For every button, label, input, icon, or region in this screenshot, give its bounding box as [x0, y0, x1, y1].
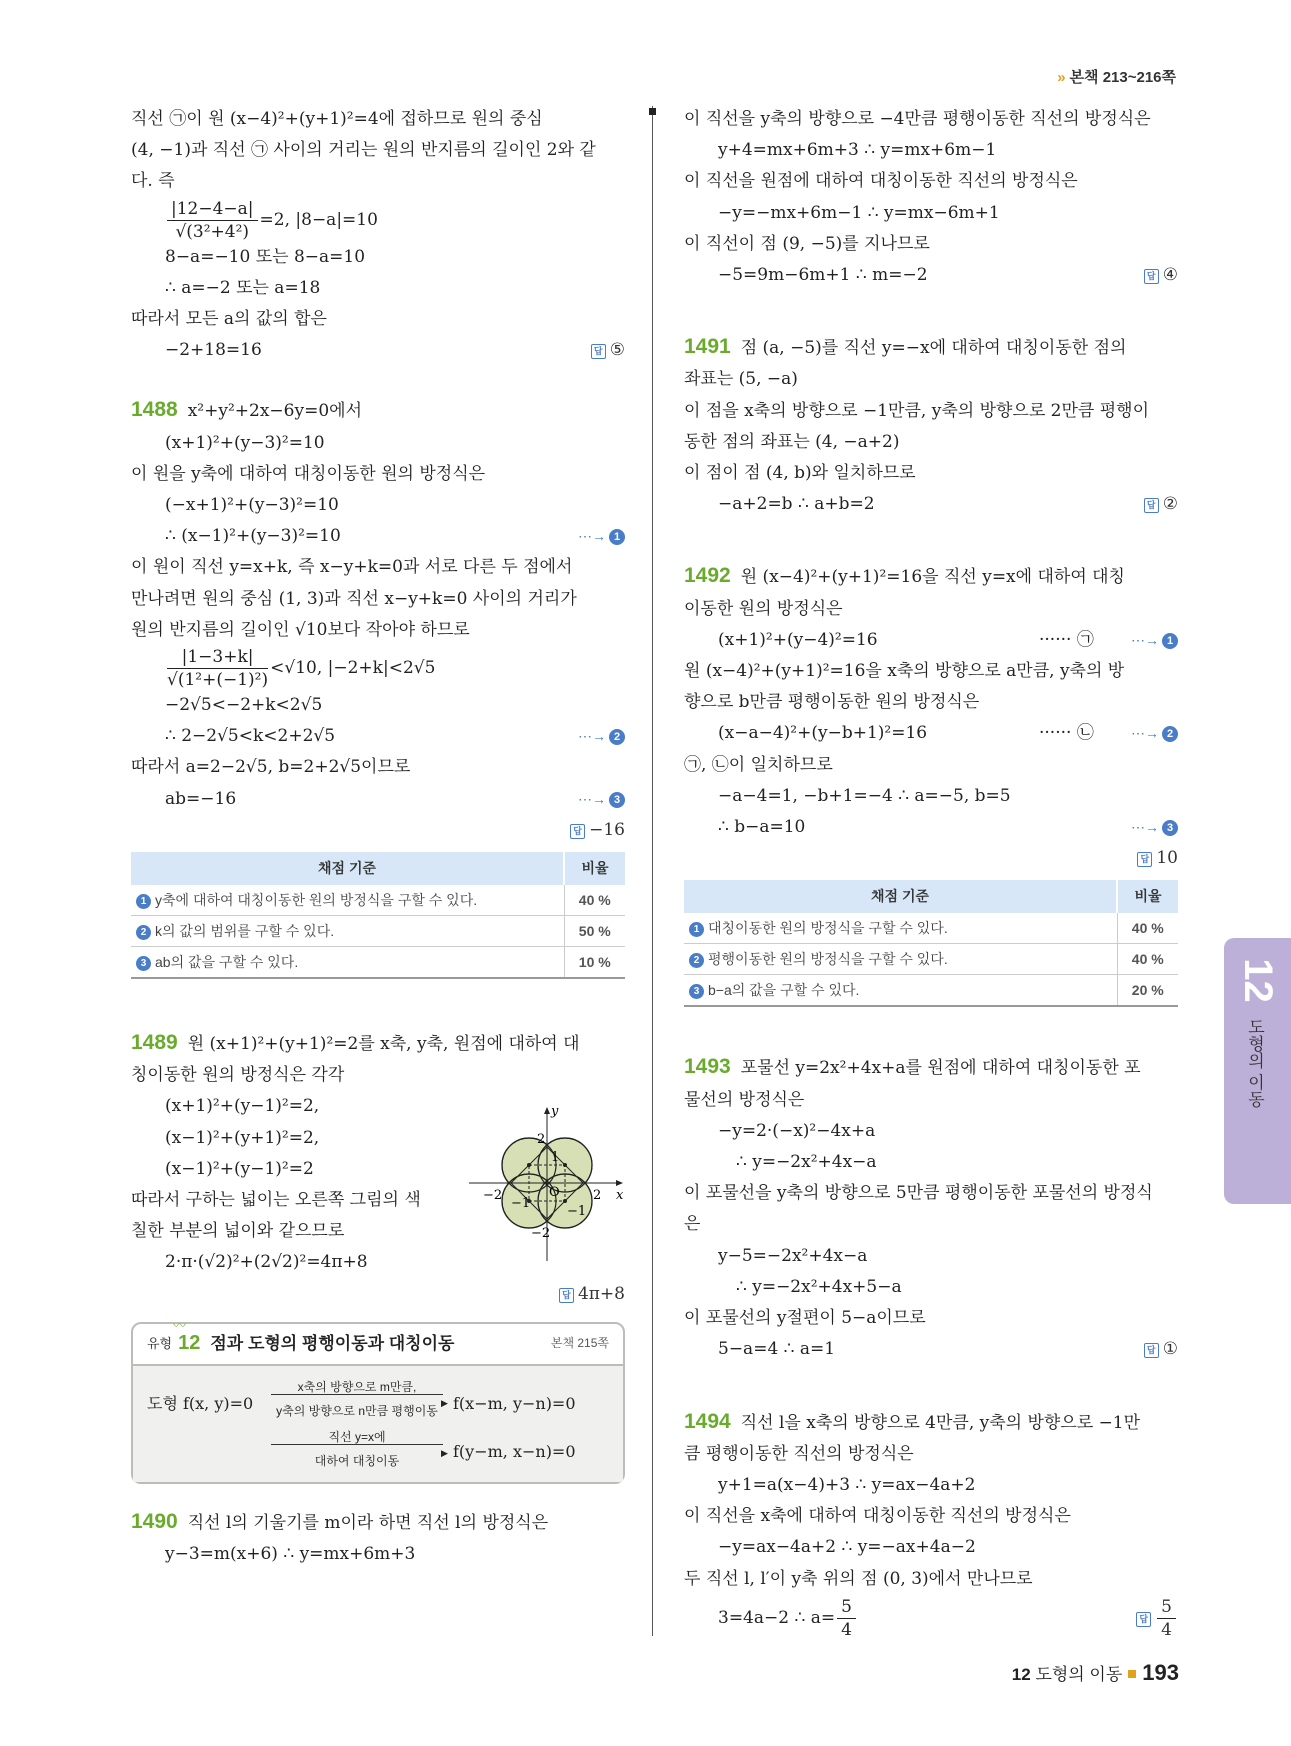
text-line: 은: [684, 1214, 701, 1235]
arrow-label-bottom: 대하여 대칭이동: [314, 1453, 400, 1468]
tick-label: −2: [483, 1188, 503, 1204]
step-number: 3: [609, 792, 625, 808]
equation-text: ab=−16: [165, 788, 237, 809]
text-line: 이 원이 직선 y=x+k, 즉 x−y+k=0과 서로 다른 두 점에서: [131, 557, 573, 578]
problem-1489: [131, 1027, 625, 1310]
text-line: ㉠, ㉡이 일치하므로: [684, 754, 833, 775]
text-line: 이 직선을 y축의 방향으로 −4만큼 평행이동한 직선의 방정식은: [684, 109, 1151, 129]
denominator: 4: [1161, 1619, 1172, 1640]
step-number: 1: [609, 529, 625, 545]
step-arrow: ⋯→: [1131, 819, 1159, 836]
equation-line: (x−1)²+(y−1)²=2: [165, 1158, 314, 1179]
answer-value: ④: [1162, 265, 1178, 286]
fraction: [837, 1596, 856, 1641]
y-axis-label: y: [551, 1104, 559, 1120]
text-line: 이 직선을 x축에 대하여 대칭이동한 직선의 방정식은: [684, 1506, 1071, 1527]
problem-number: 1491: [684, 335, 731, 359]
answer-mark: [559, 1279, 625, 1310]
equation-line: −a−4=1, −b+1=−4 ∴ a=−5, b=5: [718, 785, 1011, 806]
text-line: 두 직선 l, l′이 y축 위의 점 (0, 3)에서 만나므로: [684, 1568, 1033, 1589]
criteria-header: 채점 기준: [131, 852, 564, 885]
text-line: 칭이동한 원의 방정식은 각각: [131, 1065, 345, 1086]
equation-text: 5−a=4 ∴ a=1: [718, 1339, 836, 1360]
answer-icon: 답: [591, 344, 606, 359]
numerator: |12−4−a|: [167, 198, 258, 221]
arrow-label-top: 직선 y=x에: [328, 1429, 386, 1444]
type-title: 점과 도형의 평행이동과 대칭이동: [210, 1334, 455, 1354]
arrow-line: [271, 1394, 443, 1395]
type-header: [133, 1324, 623, 1366]
text-line: 점 (a, −5)를 직선 y=−x에 대하여 대칭이동한 점의: [740, 338, 1127, 359]
text-line: (4, −1)과 직선 ㉠ 사이의 거리는 원의 반지름의 길이인 2와 같: [131, 140, 596, 161]
equation-line: y−3=m(x+6) ∴ y=mx+6m+3: [165, 1543, 416, 1564]
answer-mark: [1136, 1595, 1178, 1641]
equation-marker: ······ ㉠: [1039, 629, 1094, 650]
answer-line: [131, 815, 625, 846]
four-circles-figure: [467, 1103, 627, 1263]
step-arrow: ⋯→: [578, 790, 606, 807]
criteria-text: y축에 대하여 대칭이동한 원의 방정식을 구할 수 있다.: [155, 892, 478, 909]
origin-label: O: [549, 1185, 560, 1201]
answer-fraction: [1157, 1596, 1176, 1641]
criteria-text: 평행이동한 원의 방정식을 구할 수 있다.: [708, 951, 948, 968]
chapter-side-tab: [1224, 938, 1291, 1204]
equation-text: 3=4a−2 ∴ a=: [718, 1607, 836, 1628]
step-arrow: ⋯→: [578, 728, 606, 745]
answer-line: [684, 843, 1178, 874]
text-line: 원 (x−4)²+(y+1)²=16을 x축의 방향으로 a만큼, y축의 방: [684, 661, 1125, 682]
text-line: 이 직선이 점 (9, −5)를 지나므로: [684, 233, 930, 254]
answer-value: 4π+8: [577, 1283, 625, 1304]
grading-criteria-table: [131, 852, 625, 979]
criteria-ratio: 40 %: [564, 885, 625, 916]
step-number: 2: [1162, 726, 1178, 742]
table-row: [131, 947, 625, 979]
equation-line: [131, 521, 625, 552]
equation-line: [131, 646, 625, 690]
equation-line: (x−1)²+(y+1)²=2,: [165, 1127, 320, 1148]
table-row: [684, 913, 1178, 944]
answer-value: ①: [1162, 1339, 1178, 1360]
criteria-number: 3: [689, 984, 704, 999]
problem-number: 1494: [684, 1409, 731, 1433]
criteria-number: 1: [689, 922, 704, 937]
answer-mark: [1144, 260, 1178, 291]
equation-line: 8−a=−10 또는 8−a=10: [165, 246, 366, 267]
criteria-text: b−a의 값을 구할 수 있다.: [708, 982, 860, 999]
text-line: 이 점을 x축의 방향으로 −1만큼, y축의 방향으로 2만큼 평행이: [684, 400, 1149, 421]
equation-line: [131, 721, 625, 752]
equation-line: (x+1)²+(y−1)²=2,: [165, 1096, 320, 1117]
equation-line: −y=−mx+6m−1 ∴ y=mx−6m+1: [718, 202, 1000, 223]
problem-1492: [684, 560, 1178, 593]
criteria-ratio: 20 %: [1117, 975, 1178, 1007]
text-line: 만나려면 원의 중심 (1, 3)과 직선 x−y+k=0 사이의 거리가: [131, 588, 577, 609]
equation-line: [684, 1334, 1178, 1365]
criteria-number: 3: [136, 956, 151, 971]
text-line: 이 직선을 원점에 대하여 대칭이동한 직선의 방정식은: [684, 171, 1078, 192]
arrow-head-icon: ▶: [441, 1398, 448, 1409]
step-marker: [1131, 812, 1178, 843]
problem-number: 1492: [684, 564, 731, 588]
equation-text: −5=9m−6m+1 ∴ m=−2: [718, 265, 928, 286]
text-line: 이동한 원의 방정식은: [684, 598, 843, 619]
equation-line: [684, 260, 1178, 291]
equation-rest: =2, |8−a|=10: [259, 209, 378, 230]
tick-label: 1: [551, 1150, 560, 1166]
answer-line: [131, 1279, 625, 1310]
table-row: [131, 885, 625, 916]
text-line: 이 점이 점 (4, b)와 일치하므로: [684, 463, 916, 484]
answer-mark: [570, 815, 625, 846]
criteria-number: 2: [689, 953, 704, 968]
criteria-text: ab의 값을 구할 수 있다.: [155, 954, 299, 971]
table-row: [131, 916, 625, 947]
text-line: 다. 즉: [131, 171, 175, 192]
table-row: [684, 975, 1178, 1007]
chapter-title: 도형의 이동: [1245, 1018, 1264, 1108]
ratio-header: 비율: [564, 852, 625, 885]
answer-icon: 답: [1136, 1612, 1151, 1627]
answer-value: 10: [1156, 848, 1178, 869]
equation-marker: ······ ㉡: [1039, 723, 1094, 744]
criteria-ratio: 10 %: [564, 947, 625, 979]
equation-line: [684, 812, 1178, 843]
fraction: [167, 198, 258, 243]
type-summary-box: [131, 1317, 625, 1484]
text-line: 직선 l을 x축의 방향으로 4만큼, y축의 방향으로 −1만: [740, 1412, 1141, 1433]
equation-text: ∴ 2−2√5<k<2+2√5: [165, 726, 336, 747]
footer-chapter-title: 도형의 이동: [1035, 1665, 1123, 1684]
type-label: 유형: [147, 1336, 173, 1352]
equation-line: −y=ax−4a+2 ∴ y=−ax+4a−2: [718, 1537, 976, 1558]
problem-1493: [684, 1051, 1178, 1084]
reference-text: 본책 213~216쪽: [1069, 69, 1176, 86]
chevron-icon: »: [1057, 69, 1066, 86]
ratio-header: 비율: [1117, 880, 1178, 913]
answer-mark: [591, 335, 625, 366]
equation-rest: <√10, |−2+k|<2√5: [270, 658, 436, 679]
answer-icon: 답: [570, 824, 585, 839]
equation-line: [131, 198, 625, 242]
text-line: 포물선 y=2x²+4x+a를 원점에 대하여 대칭이동한 포: [740, 1058, 1141, 1079]
equation-line: [684, 718, 1178, 749]
answer-icon: 답: [1144, 1343, 1159, 1358]
equation-text: ∴ (x−1)²+(y−3)²=10: [165, 526, 341, 547]
problem-1494: [684, 1406, 1178, 1439]
equation-line: −2√5<−2+k<2√5: [165, 695, 323, 716]
zigzag-ornament: 〰: [173, 1317, 186, 1333]
numerator: 5: [1157, 1596, 1176, 1619]
type-number: 12: [178, 1332, 201, 1355]
text-line: 직선 ㉠이 원 (x−4)²+(y+1)²=4에 접하므로 원의 중심: [131, 109, 543, 129]
step-arrow: ⋯→: [578, 528, 606, 545]
problem-number: 1493: [684, 1055, 731, 1079]
arrow-label-bottom: y축의 방향으로 n만큼 평행이동: [276, 1403, 438, 1418]
answer-mark: [1144, 489, 1178, 520]
equation-line: ∴ y=−2x²+4x−a: [736, 1152, 877, 1173]
x-axis-label: x: [616, 1188, 624, 1204]
criteria-header: 채점 기준: [684, 880, 1117, 913]
type-reference: 본책 215쪽: [550, 1336, 609, 1351]
book-reference: [1057, 66, 1176, 87]
footer-square-icon: [1128, 1670, 1136, 1678]
equation-line: [684, 489, 1178, 520]
step-marker: [1131, 718, 1178, 749]
column-divider: [652, 106, 653, 1636]
step-marker: [578, 721, 625, 752]
criteria-text: k의 값의 범위를 구할 수 있다.: [155, 923, 335, 940]
answer-icon: 답: [1137, 852, 1152, 867]
answer-value: −16: [589, 819, 625, 840]
result-equation: f(y−m, x−n)=0: [453, 1441, 576, 1461]
text-line: 따라서 모든 a의 값의 합은: [131, 309, 327, 330]
text-line: 향으로 b만큼 평행이동한 원의 방정식은: [684, 692, 980, 713]
equation-line: (−x+1)²+(y−3)²=10: [165, 495, 339, 516]
equation-line: [131, 335, 625, 366]
denominator: 4: [841, 1619, 852, 1640]
arrow-line: [271, 1444, 443, 1445]
equation-text: −a+2=b ∴ a+b=2: [718, 494, 875, 515]
table-row: [684, 944, 1178, 975]
equation-text: (x+1)²+(y−4)²=16: [718, 629, 878, 650]
tick-label: −1: [567, 1204, 587, 1220]
criteria-number: 1: [136, 894, 151, 909]
text-line: 물선의 방정식은: [684, 1089, 805, 1110]
equation-line: y−5=−2x²+4x−a: [718, 1245, 868, 1266]
fraction: [167, 646, 268, 691]
text-line: 이 포물선을 y축의 방향으로 5만큼 평행이동한 포물선의 방정식: [684, 1183, 1153, 1204]
equation-text: ∴ b−a=10: [718, 817, 806, 838]
result-equation: f(x−m, y−n)=0: [453, 1393, 576, 1413]
text-line: 좌표는 (5, −a): [684, 369, 798, 390]
equation-line: ∴ a=−2 또는 a=18: [165, 277, 321, 298]
text-line: 이 포물선의 y절편이 5−a이므로: [684, 1308, 926, 1329]
tick-label: −1: [511, 1196, 531, 1212]
answer-mark: [1137, 843, 1178, 874]
arrow-head-icon: ▶: [441, 1448, 448, 1459]
equation-line: ∴ y=−2x²+4x+5−a: [736, 1276, 902, 1297]
text-line: x²+y²+2x−6y=0에서: [187, 401, 362, 422]
criteria-number: 2: [136, 925, 151, 940]
answer-value: ⑤: [609, 340, 625, 361]
text-line: 원 (x−4)²+(y+1)²=16을 직선 y=x에 대하여 대칭: [740, 567, 1125, 588]
figure-equation: 도형 f(x, y)=0: [147, 1393, 254, 1413]
equation-line: [684, 1595, 1178, 1641]
text-line: 동한 점의 좌표는 (4, −a+2): [684, 431, 900, 452]
equation-line: [684, 625, 1178, 656]
text-line: 원의 반지름의 길이인 √10보다 작아야 하므로: [131, 619, 470, 640]
chapter-number: 12: [1236, 958, 1280, 1003]
text-line: [131, 1027, 625, 1060]
text-line: 칠한 부분의 넓이와 같으므로: [131, 1221, 345, 1242]
problem-1490: [131, 1506, 625, 1539]
equation-line: y+4=mx+6m+3 ∴ y=mx+6m−1: [718, 140, 997, 161]
equation-text: (x−a−4)²+(y−b+1)²=16: [718, 723, 928, 744]
numerator: |1−3+k|: [167, 646, 268, 669]
text-line: 따라서 a=2−2√5, b=2+2√5이므로: [131, 757, 411, 778]
denominator: √(3²+4²): [175, 221, 250, 242]
numerator: 5: [837, 1596, 856, 1619]
arrow-label-top: x축의 방향으로 m만큼,: [297, 1379, 417, 1394]
step-arrow: ⋯→: [1131, 631, 1159, 648]
equation-line: −y=2·(−x)²−4x+a: [718, 1120, 876, 1141]
divider-marker: [649, 108, 656, 115]
criteria-ratio: 40 %: [1117, 913, 1178, 944]
text-line: 원 (x+1)²+(y+1)²=2를 x축, y축, 원점에 대하여 대: [187, 1034, 580, 1055]
answer-icon: 답: [1144, 269, 1159, 284]
problem-number: 1489: [131, 1031, 178, 1055]
criteria-ratio: 40 %: [1117, 944, 1178, 975]
page-number: 193: [1142, 1660, 1179, 1685]
denominator: √(1²+(−1)²): [167, 670, 269, 691]
footer-chapter-number: 12: [1011, 1665, 1031, 1684]
equation-line: y+1=a(x−4)+3 ∴ y=ax−4a+2: [718, 1474, 976, 1495]
criteria-ratio: 50 %: [564, 916, 625, 947]
equation-line: [131, 784, 625, 815]
step-arrow: ⋯→: [1131, 725, 1159, 742]
text-line: 직선 l의 기울기를 m이라 하면 직선 l의 방정식은: [187, 1512, 549, 1533]
problem-number: 1488: [131, 398, 178, 422]
step-number: 1: [1162, 633, 1178, 649]
answer-icon: 답: [1144, 498, 1159, 513]
equation-line: (x+1)²+(y−3)²=10: [165, 432, 325, 453]
text-line: 이 원을 y축에 대하여 대칭이동한 원의 방정식은: [131, 463, 486, 484]
step-marker: [578, 784, 625, 815]
equation-text: −2+18=16: [165, 340, 262, 361]
criteria-text: 대칭이동한 원의 방정식을 구할 수 있다.: [708, 920, 948, 937]
answer-value: ②: [1162, 494, 1178, 515]
step-number: 3: [1162, 820, 1178, 836]
step-number: 2: [609, 729, 625, 745]
equation-line: 2·π·(√2)²+(2√2)²=4π+8: [165, 1252, 368, 1273]
step-marker: [1131, 625, 1178, 656]
grading-criteria-table: [684, 880, 1178, 1007]
problem-1491: [684, 331, 1178, 364]
tick-label: 2: [593, 1188, 602, 1204]
tick-label: 2: [537, 1132, 546, 1148]
answer-mark: [1144, 1334, 1178, 1365]
text-line: 따라서 구하는 넓이는 오른쪽 그림의 색: [131, 1190, 421, 1211]
type-body: [133, 1366, 623, 1482]
right-column: [684, 104, 1178, 1641]
problem-number: 1490: [131, 1509, 178, 1533]
step-marker: [578, 521, 625, 552]
problem-1488: [131, 394, 625, 427]
left-column: [131, 104, 625, 1570]
tick-label: −2: [531, 1226, 551, 1242]
page-footer: [1012, 1660, 1179, 1686]
answer-icon: 답: [559, 1288, 574, 1303]
text-line: 큼 평행이동한 직선의 방정식은: [684, 1443, 914, 1464]
